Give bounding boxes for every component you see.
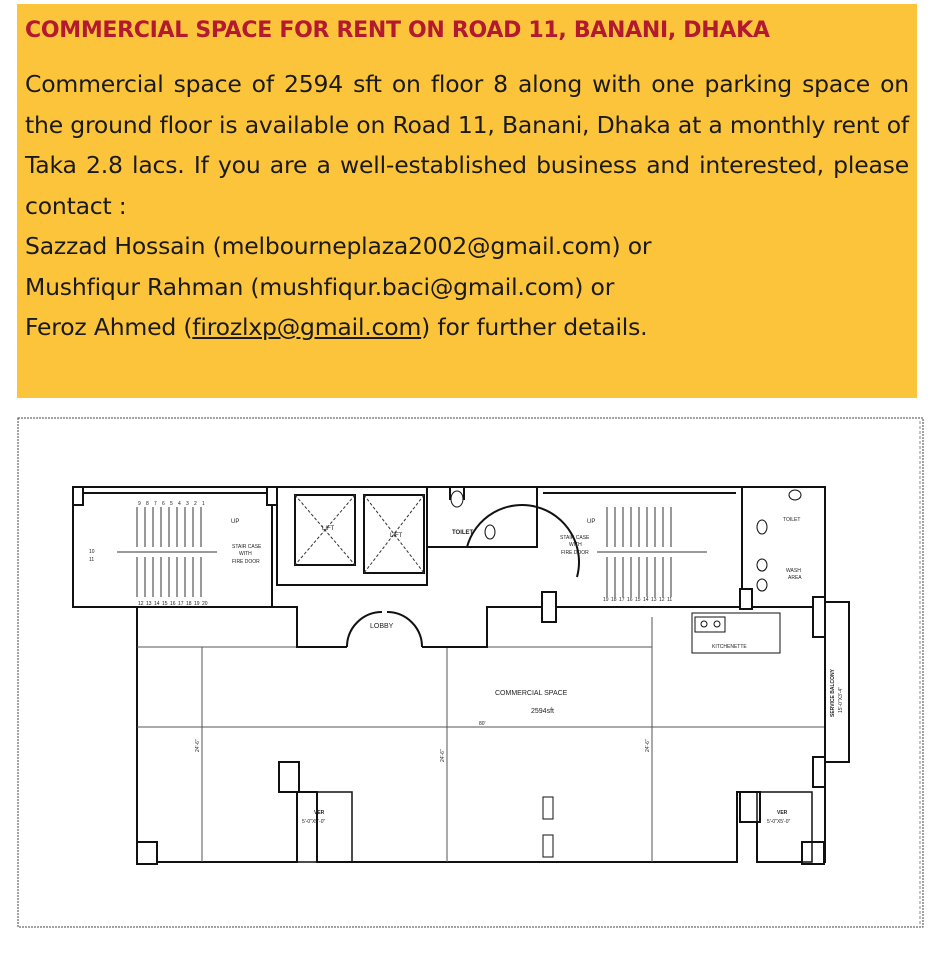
stair-step-number: 19 [603, 597, 609, 603]
ver-left-label: VER [314, 810, 325, 816]
notice-description: Commercial space of 2594 sft on floor 8 along with one parking space on the ground floor is available on Road 11, Banani, Dhaka at a monthly rent of Taka 2.8 lacs. If you are a well-established business and interested, please contact : [25, 70, 909, 220]
ver-right-dim: 5'-0"X5'-0" [767, 819, 791, 825]
stair-step-number: 20 [202, 601, 208, 607]
stair-left-bottom-numbers [138, 601, 208, 607]
dim-center-label: 24'-6" [440, 749, 446, 762]
contact-tail: ) for further details. [421, 313, 648, 341]
stair-step-number: 19 [194, 601, 200, 607]
toilet-center-label: TOILET [452, 530, 474, 536]
stair-step-number: 2 [194, 501, 197, 507]
stair-step-number: 14 [154, 601, 160, 607]
lift-left-label: LIFT [322, 526, 335, 532]
stair-step-number: 15 [162, 601, 168, 607]
stair-step-number: 1 [202, 501, 205, 507]
stair-step-number: 9 [138, 501, 141, 507]
contact-name: Sazzad Hossain ( [25, 232, 222, 260]
stair-up-right: UP [587, 519, 596, 525]
stair-label-left-1: STAIR CASE [232, 544, 262, 550]
stair-step-number: 4 [178, 501, 181, 507]
stair-label-right-2: WITH [569, 542, 582, 548]
lift-right-label: LIFT [390, 533, 403, 539]
email-feroz-link[interactable]: firozlxp@gmail.com [192, 313, 422, 341]
floor-plan [17, 417, 925, 929]
notice-body [25, 64, 909, 348]
ver-left-dim: 5'-0"X5'-0" [302, 819, 326, 825]
lobby-label: LOBBY [370, 623, 394, 630]
stair-label-left-3: FIRE DOOR [232, 559, 260, 565]
stair-label-left-2: WITH [239, 551, 252, 557]
stair-step-number: 12 [659, 597, 665, 603]
stair-step-number: 17 [619, 597, 625, 603]
stair-right-bottom-numbers [603, 597, 672, 603]
service-balcony-dim: 15'-0"X3'-4" [838, 686, 844, 713]
stair-step-number: 5 [170, 501, 173, 507]
stair-step-number: 13 [651, 597, 657, 603]
stair-left-top-numbers [138, 501, 205, 507]
stair-step-number: 16 [170, 601, 176, 607]
stair-step-number: 3 [186, 501, 189, 507]
stair-step-number: 17 [178, 601, 184, 607]
stair-step-number: 18 [186, 601, 192, 607]
area-label: 2594sft [531, 708, 554, 715]
contact-feroz [25, 307, 909, 348]
ver-right-label: VER [777, 810, 788, 816]
dim-right-label: 24'-6" [645, 739, 651, 752]
rental-notice [17, 4, 917, 398]
stair-label-right-1: STAIR CASE [560, 535, 590, 541]
contact-mushfiqur: Mushfiqur Rahman (mushfiqur.baci@gmail.com) or [25, 272, 615, 301]
contact-sazzad [25, 226, 909, 267]
stair-label-right-3: FIRE DOOR [561, 550, 589, 556]
stair-up-left: UP [231, 519, 240, 525]
email-sazzad: melbourneplaza2002@gmail.com [221, 232, 612, 260]
stair-step-number: 18 [611, 597, 617, 603]
stair-step-number: 12 [138, 601, 144, 607]
dim-top-label: 80' [479, 721, 486, 727]
contact-name: Feroz Ahmed ( [25, 313, 193, 341]
stair-step-number: 7 [154, 501, 157, 507]
stair-step-number: 13 [146, 601, 152, 607]
wash-area-label-1: WASH [786, 568, 801, 574]
stair-step-number: 10 [89, 549, 95, 555]
kitchenette-label: KITCHENETTE [712, 644, 747, 650]
dim-left-label: 24'-6" [195, 739, 201, 752]
floor-plan-drawing [17, 417, 925, 929]
stair-step-number: 11 [667, 597, 673, 603]
commercial-space-label: COMMERCIAL SPACE [495, 690, 568, 697]
stair-step-number: 11 [89, 557, 95, 563]
service-balcony-label: SERVICE BALCONY [830, 669, 836, 717]
stair-step-number: 16 [627, 597, 633, 603]
stair-step-number: 14 [643, 597, 649, 603]
wash-area-label-2: AREA [788, 575, 802, 581]
toilet-right-label: TOILET [783, 517, 801, 523]
stair-step-number: 15 [635, 597, 641, 603]
stair-step-number: 8 [146, 501, 149, 507]
stair-step-number: 6 [162, 501, 165, 507]
contact-tail: ) or [611, 232, 652, 260]
notice-title: COMMERCIAL SPACE FOR RENT ON ROAD 11, BANANI, DHAKA [25, 18, 770, 43]
